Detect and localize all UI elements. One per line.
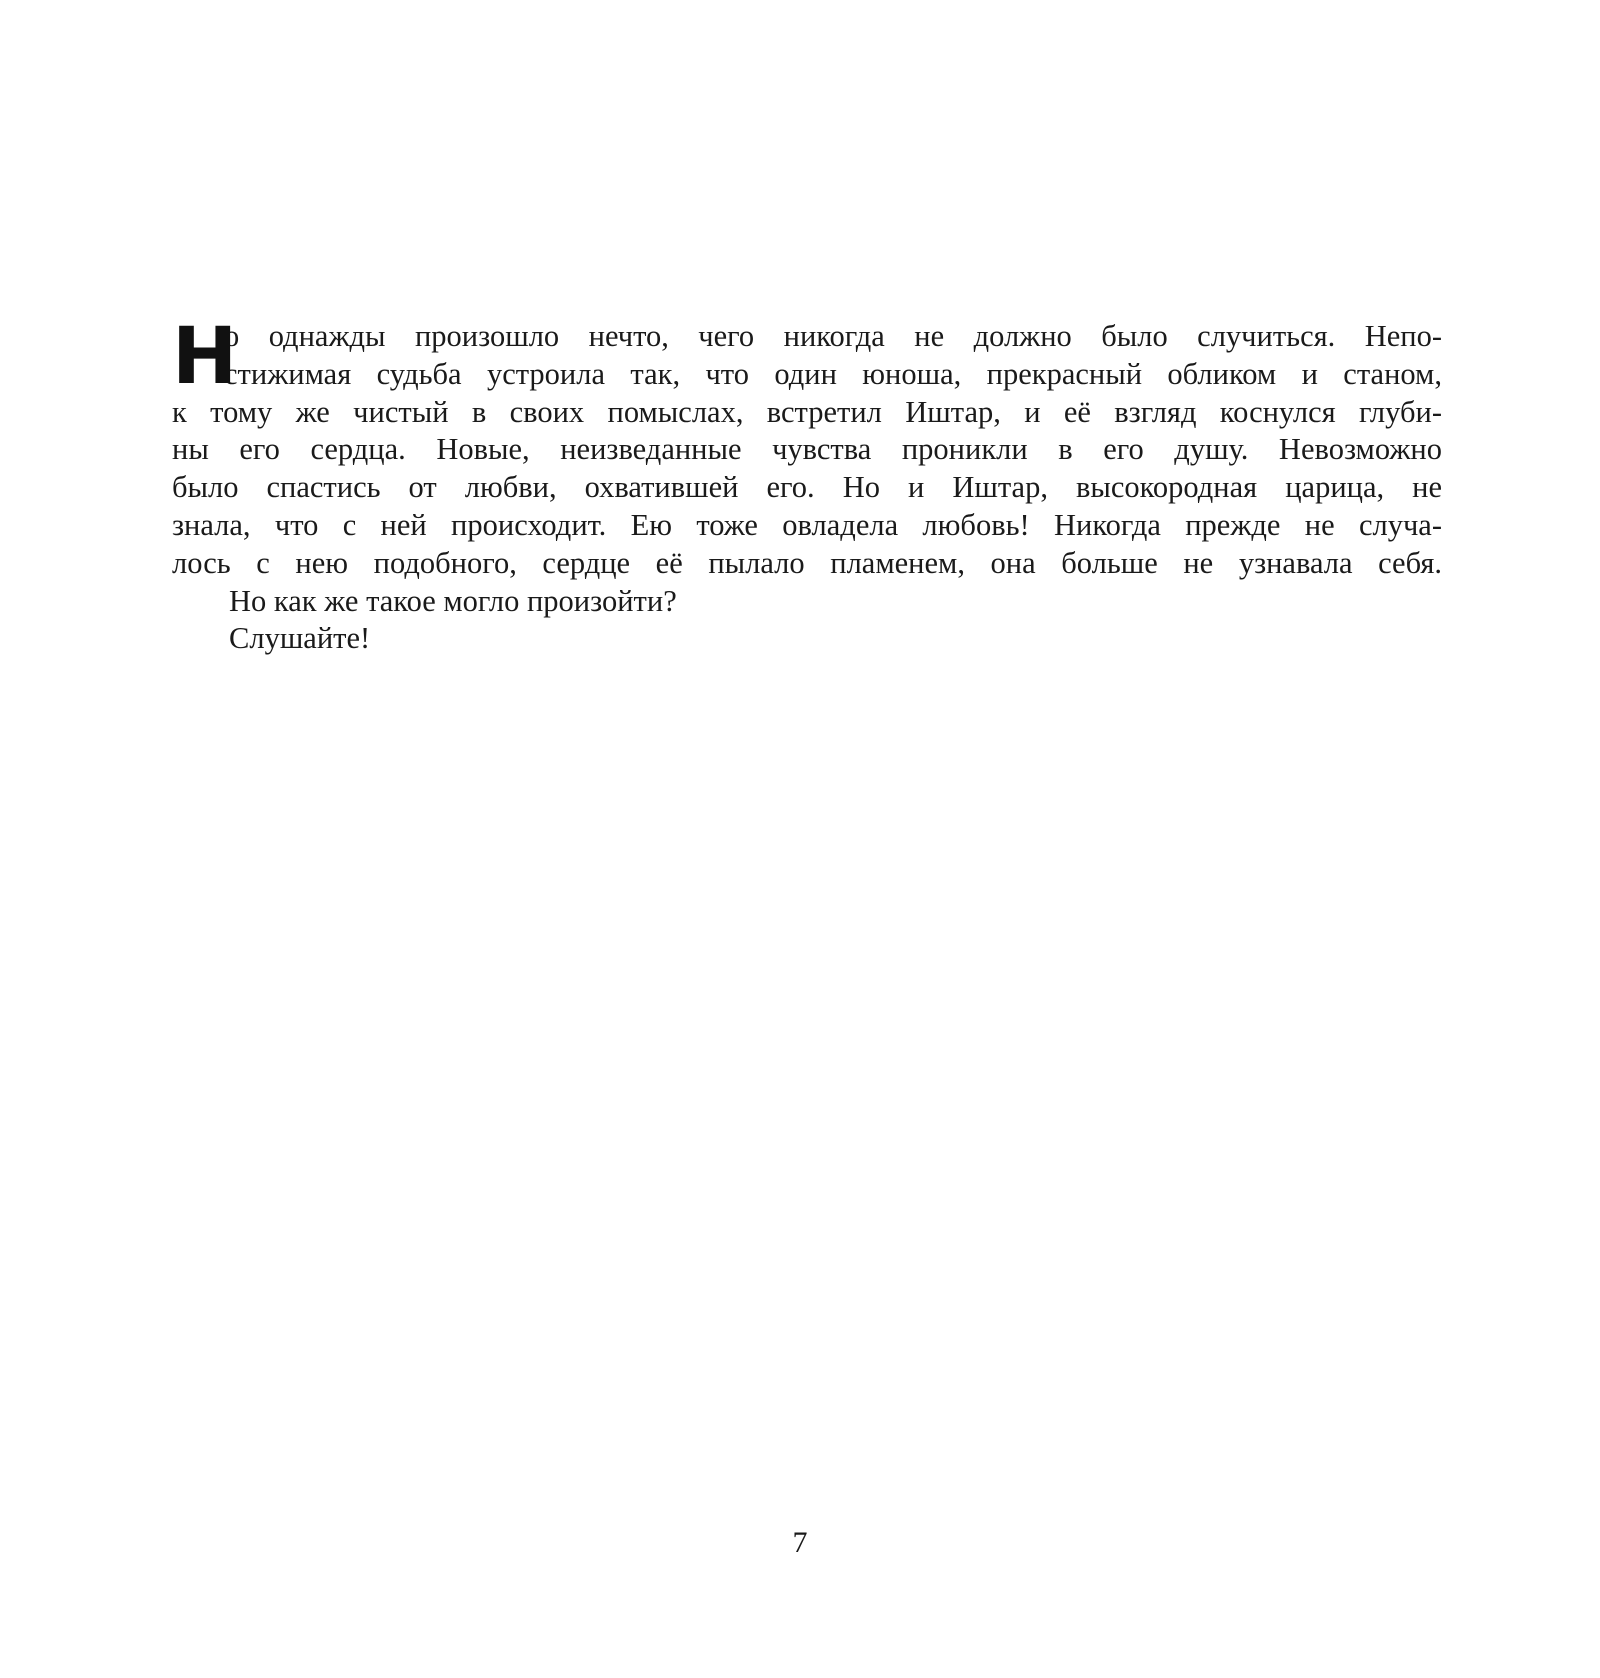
paragraph-exclamation: Слушайте!	[229, 621, 371, 656]
text-line: о однажды произошло нечто, чего никогда не должно было случиться. Непо-	[224, 319, 1442, 353]
text-line: было спастись от любви, охватившей его. Но и Иштар, высокородная царица, не	[172, 470, 1442, 505]
dropcap-lines	[172, 312, 1442, 402]
body-text	[172, 312, 1442, 658]
paragraph-question: Но как же такое могло произойти?	[229, 583, 677, 618]
text-line: к тому же чистый в своих помыслах, встретил Иштар, и её взгляд коснулся глуби-	[172, 394, 1442, 429]
text-line: ны его сердца. Новые, неизведанные чувства проникли в его душу. Невозможно	[172, 432, 1442, 467]
page-number: 7	[792, 1526, 808, 1559]
text-line: стижимая судьба устроила так, что один юноша, прекрасный обликом и станом,	[224, 356, 1442, 391]
drop-cap: Н	[172, 312, 236, 402]
text-line: лось с нею подобного, сердце её пылало пламенем, она больше не узнавала себя.	[172, 545, 1442, 580]
text-line: знала, что с ней происходит. Ею тоже овладела любовь! Никогда прежде не случа-	[172, 507, 1442, 542]
